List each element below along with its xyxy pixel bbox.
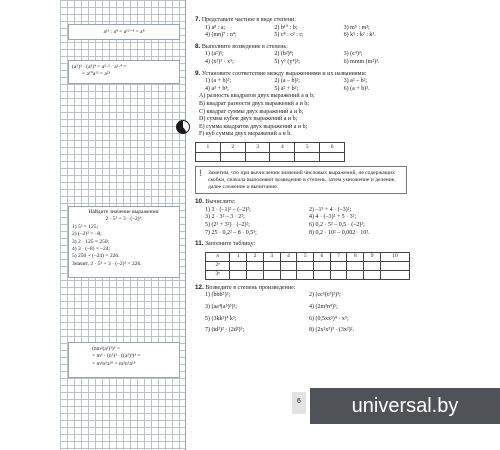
task-text: Установите соответствие между выражениями и их названиями:: [201, 70, 367, 77]
table-cell[interactable]: [347, 261, 364, 270]
task-item: 2) (b²)⁴;: [274, 51, 294, 58]
task-item: 6) (a + b)³.: [343, 85, 370, 92]
task-number: 10.: [195, 198, 204, 206]
table-cell[interactable]: [314, 261, 331, 270]
answer-cell[interactable]: [245, 152, 270, 161]
task-item: 2) (a – b)²;: [274, 78, 300, 85]
task-item: 3) (aa⁴(a⁵)³)²;: [205, 304, 237, 311]
task-8: [195, 43, 407, 67]
answer-header-cell: 6: [320, 142, 345, 152]
example-expr: 2 · 5³ + 3 · (–2)³.: [105, 216, 143, 223]
task-item: 7) (td³)² · (2d²)⁵;: [205, 327, 245, 334]
table-cell[interactable]: [230, 270, 247, 279]
answer-cell[interactable]: [295, 152, 320, 161]
table-cell: 5: [297, 252, 314, 261]
table-cell[interactable]: [297, 261, 314, 270]
table-cell[interactable]: [297, 270, 314, 279]
table-cell[interactable]: [280, 270, 297, 279]
example-title: Найдите значение выражения:: [88, 209, 160, 215]
task-text: Вычислите:: [205, 199, 236, 206]
task-item: 6) k⁵ : k² : k³.: [343, 32, 376, 39]
table-cell[interactable]: [247, 270, 264, 279]
table-cell: 2: [247, 252, 264, 261]
table-cell[interactable]: [230, 261, 247, 270]
task-item: 1) a⁸ : a;: [205, 24, 226, 31]
page-number: 6: [297, 398, 301, 405]
table-cell[interactable]: [347, 270, 364, 279]
match-option: Е) сумма квадратов двух выражений a и b;: [199, 123, 308, 130]
task-item: 1) (a²)⁵;: [205, 51, 224, 58]
task-item: 6) 0,2 · 5² – 0,5 · (–2)²;: [309, 222, 365, 229]
formula: a¹² : a⁴ = a¹²⁻⁴ = a⁸: [103, 29, 145, 35]
match-option: D) сумма кубов двух выражений a и b;: [199, 116, 298, 123]
exclamation-icon: !: [199, 167, 202, 178]
answer-cell[interactable]: [220, 152, 245, 161]
task-item: 5) a² + b²;: [274, 85, 299, 92]
table-cell[interactable]: [330, 270, 347, 279]
task-item: 5) (3kk³)⁴ k³;: [205, 315, 237, 322]
task-text: Представьте частное в виде степени:: [201, 17, 296, 23]
task-item: 4) (x²)³ · x⁵;: [205, 58, 234, 65]
watermark-banner: [310, 388, 500, 424]
task-11: [195, 240, 407, 280]
example-result: Значит, 2 · 5³ + 3 · (–2)³ = 226.: [72, 260, 142, 267]
table-cell[interactable]: [380, 261, 409, 270]
task-number: 11.: [195, 240, 204, 248]
match-option: B) квадрат разности двух выражений a и b;: [199, 100, 310, 107]
task-item: 2) (cc⁵(c³)²)³;: [309, 292, 341, 299]
table-cell[interactable]: [330, 261, 347, 270]
difficulty-pie-icon: [176, 120, 190, 134]
task-item: 8) (2x²x³)³ · (3x²)².: [309, 327, 354, 334]
answer-cell[interactable]: [196, 152, 221, 161]
match-option: А) разность квадратов двух выражений a и b;: [199, 93, 315, 100]
example-step: 2) (–2)³ = –8;: [72, 231, 102, 238]
table-cell[interactable]: [364, 261, 381, 270]
example-step: 3) 2 · 125 = 250;: [72, 238, 110, 245]
table-cell: 4: [280, 252, 297, 261]
table-cell: 7: [330, 252, 347, 261]
task-number: 12.: [195, 283, 204, 291]
task-text: Выполните возведение в степень:: [201, 43, 288, 50]
task-item: 5) c⁸ : c² : c;: [274, 32, 304, 39]
table-cell[interactable]: [263, 270, 280, 279]
match-option: С) квадрат суммы двух выражений a и b;: [199, 108, 304, 115]
task-7: [195, 16, 407, 40]
table-cell: 8: [347, 252, 364, 261]
answer-header-cell: 1: [196, 142, 221, 152]
table-cell[interactable]: [314, 270, 331, 279]
note-box: [195, 166, 407, 194]
answer-cell[interactable]: [320, 152, 345, 161]
formula: = m³ · (n²)³ · ((a²)³)³ =: [92, 353, 141, 360]
table-cell: 9: [364, 252, 381, 261]
task-item: 7) 25 · 0,2² – 8 · 0,5³;: [205, 229, 257, 236]
answer-header-cell: 3: [245, 142, 270, 152]
task-item: 3) 2 · 3² – 3 · 2²;: [205, 214, 245, 221]
table-cell[interactable]: [247, 261, 264, 270]
formula: (mn²(a²)³)³ =: [92, 346, 120, 352]
example-step: 4) 3 · (–8) = –24;: [72, 246, 111, 253]
match-option: F) куб суммы двух выражений a и b.: [199, 131, 292, 138]
task-item: 1) (a + b)²;: [205, 78, 232, 85]
task-number: 7.: [195, 16, 201, 23]
task-item: 6) (0,5xx²)⁴ · x⁵;: [309, 315, 349, 322]
task-item: 4) (2m³n⁴)⁵;: [309, 304, 338, 311]
table-cell[interactable]: [263, 261, 280, 270]
task-item: 5) (2³ + 3²) · (–2)²;: [205, 222, 250, 229]
table-cell[interactable]: [364, 270, 381, 279]
table-cell: n: [206, 252, 230, 261]
answer-table: [195, 142, 345, 162]
table-row-label: 2ⁿ: [206, 261, 230, 270]
table-cell: 1: [230, 252, 247, 261]
task-text: Возведите в степень произведение:: [205, 284, 296, 291]
task-12: [195, 284, 407, 335]
formula: = m³n⁶a¹⁸ = m³n⁶a¹⁸: [92, 360, 136, 367]
sidebar-box-power: [68, 60, 180, 84]
watermark-text: universal.by: [351, 394, 459, 417]
task-item: 3) m⁵ : m³;: [343, 24, 370, 31]
sidebar-box-quotient: [68, 24, 180, 40]
task-column: [195, 16, 407, 338]
task-text: Заполните таблицу:: [205, 241, 256, 248]
table-cell[interactable]: [380, 270, 409, 279]
formula: = a¹⁰a¹² = a²²: [82, 71, 111, 78]
task-item: 3) a² – b²;: [343, 78, 368, 85]
formula: (a⁵)² · (a³)⁴ = a⁵·² · a³·⁴ =: [72, 64, 127, 70]
task-number: 9.: [195, 69, 201, 77]
task-item: 1) (bbb⁵)²;: [205, 292, 231, 299]
example-step: 1) 5³ = 125;: [72, 223, 98, 230]
answer-header-cell: 5: [295, 142, 320, 152]
table-cell: 6: [314, 252, 331, 261]
task-number: 8.: [195, 42, 201, 50]
task-item: 3) (c⁴)³;: [343, 51, 363, 58]
grid-divider: [185, 0, 186, 450]
task-item: 8) 0,2 · 10² – 0,002 · 10³.: [309, 229, 370, 236]
note-text: Заметим, что при вычислении значений числовых выражений, не содержащих скобки, сначала выполняют возведение в степень, затем умножение и деление, далее сложение и вычитание.: [208, 169, 396, 190]
task-item: 4) (mn)⁷ : n⁴;: [205, 32, 237, 39]
answer-cell[interactable]: [270, 152, 295, 161]
task-item: 6) mmm (m²)³.: [343, 58, 380, 65]
sidebar-box-example: [68, 206, 180, 278]
task-item: 2) –1³ + 4 · (–3)²;: [309, 206, 352, 213]
sidebar-box-product-power: [68, 342, 180, 378]
table-cell: 3: [263, 252, 280, 261]
task-item: 4) 4 · (–3)² + 5 · 3²;: [309, 214, 357, 221]
task-9: [195, 70, 407, 162]
task-item: 1) 3 · (–1)² – (–2)²;: [205, 206, 251, 213]
table-row-label: 3ⁿ: [206, 270, 230, 279]
power-table: [205, 252, 410, 280]
task-10: [195, 198, 407, 237]
task-item: 2) b¹⁰ : b;: [274, 24, 298, 31]
answer-header-cell: 4: [270, 142, 295, 152]
table-cell: 10: [380, 252, 409, 261]
table-cell[interactable]: [280, 261, 297, 270]
task-item: 4) a³ + b³;: [205, 85, 229, 92]
task-item: 5) y⁵ (y⁴)³;: [274, 58, 300, 65]
example-step: 5) 250 + (–24) = 226.: [72, 253, 120, 260]
answer-header-cell: 2: [220, 142, 245, 152]
